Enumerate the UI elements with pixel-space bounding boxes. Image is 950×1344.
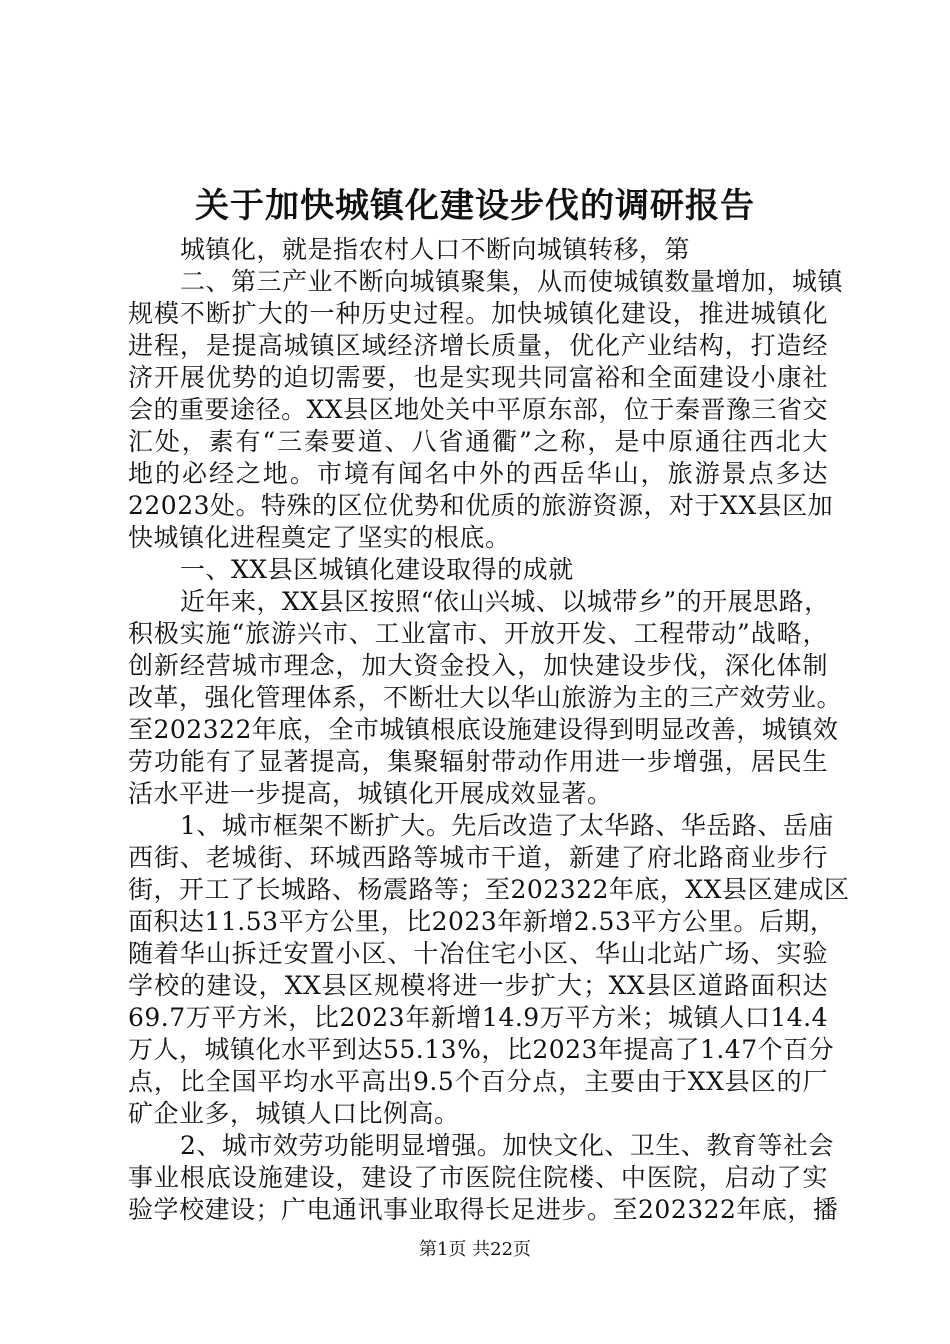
text-line: 验学校建设；广电通讯事业取得长足进步。至202322年底，播 — [128, 1195, 839, 1224]
text-line: 万人，城镇化水平到达55.13%，比2023年提高了1.47个百分 — [128, 1035, 835, 1064]
text-line: 1、城市框架不断扩大。先后改造了太华路、华岳路、岳庙 — [180, 811, 834, 840]
text-line: 活水平进一步提高，城镇化开展成效显著。 — [128, 779, 613, 808]
text-line: 劳功能有了显著提高，集聚辐射带动作用进一步增强，居民生 — [128, 747, 828, 776]
text-line: 2、城市效劳功能明显增强。加快文化、卫生、教育等社会 — [180, 1131, 834, 1160]
text-line: 汇处，素有“三秦要道、八省通衢”之称，是中原通往西北大 — [128, 427, 828, 456]
text-line: 事业根底设施建设，建设了市医院住院楼、中医院，启动了实 — [128, 1163, 828, 1192]
text-line: 改革，强化管理体系，不断壮大以华山旅游为主的三产效劳业。 — [128, 683, 843, 712]
text-line: 城镇化，就是指农村人口不断向城镇转移，第 — [180, 235, 691, 264]
text-line: 会的重要途径。XX县区地处关中平原东部，位于秦晋豫三省交 — [128, 395, 828, 424]
text-line: 点，比全国平均水平高出9.5个百分点，主要由于XX县区的厂 — [128, 1067, 828, 1096]
text-line: 矿企业多，城镇人口比例高。 — [128, 1099, 460, 1128]
text-line: 创新经营城市理念，加大资金投入，加快建设步伐，深化体制 — [128, 651, 828, 680]
text-line: 快城镇化进程奠定了坚实的根底。 — [128, 523, 511, 552]
text-line: 街，开工了长城路、杨震路等；至202322年底，XX县区建成区 — [128, 875, 850, 904]
document-body — [128, 234, 850, 1226]
section-heading: 一、XX县区城镇化建设取得的成就 — [180, 555, 574, 584]
text-line: 二、第三产业不断向城镇聚集，从而使城镇数量增加，城镇 — [180, 267, 844, 296]
text-line: 69.7万平方米，比2023年新增14.9万平方米；城镇人口14.4 — [128, 1003, 828, 1032]
text-line: 规模不断扩大的一种历史过程。加快城镇化建设，推进城镇化 — [128, 299, 828, 328]
text-line: 学校的建设，XX县区规模将进一步扩大；XX县区道路面积达 — [128, 971, 828, 1000]
text-line: 面积达11.53平方公里，比2023年新增2.53平方公里。后期， — [128, 907, 836, 936]
text-line: 地的必经之地。市境有闻名中外的西岳华山，旅游景点多达 — [128, 459, 828, 488]
text-line: 积极实施“旅游兴市、工业富市、开放开发、工程带动”战略， — [128, 619, 828, 648]
text-line: 进程，是提高城镇区域经济增长质量，优化产业结构，打造经 — [128, 331, 828, 360]
text-line: 济开展优势的迫切需要，也是实现共同富裕和全面建设小康社 — [128, 363, 828, 392]
text-line: 西街、老城街、环城西路等城市干道，新建了府北路商业步行 — [128, 843, 828, 872]
page-number: 第1页 共22页 — [418, 1239, 532, 1260]
text-line: 至202322年底，全市城镇根底设施建设得到明显改善，城镇效 — [128, 715, 839, 744]
text-line: 随着华山拆迁安置小区、十冶住宅小区、华山北站广场、实验 — [128, 939, 828, 968]
text-line: 近年来，XX县区按照“依山兴城、以城带乡”的开展思路， — [180, 587, 830, 616]
document-title: 关于加快城镇化建设步伐的调研报告 — [195, 186, 755, 226]
text-line: 22023处。特殊的区位优势和优质的旅游资源，对于XX县区加 — [128, 491, 834, 520]
